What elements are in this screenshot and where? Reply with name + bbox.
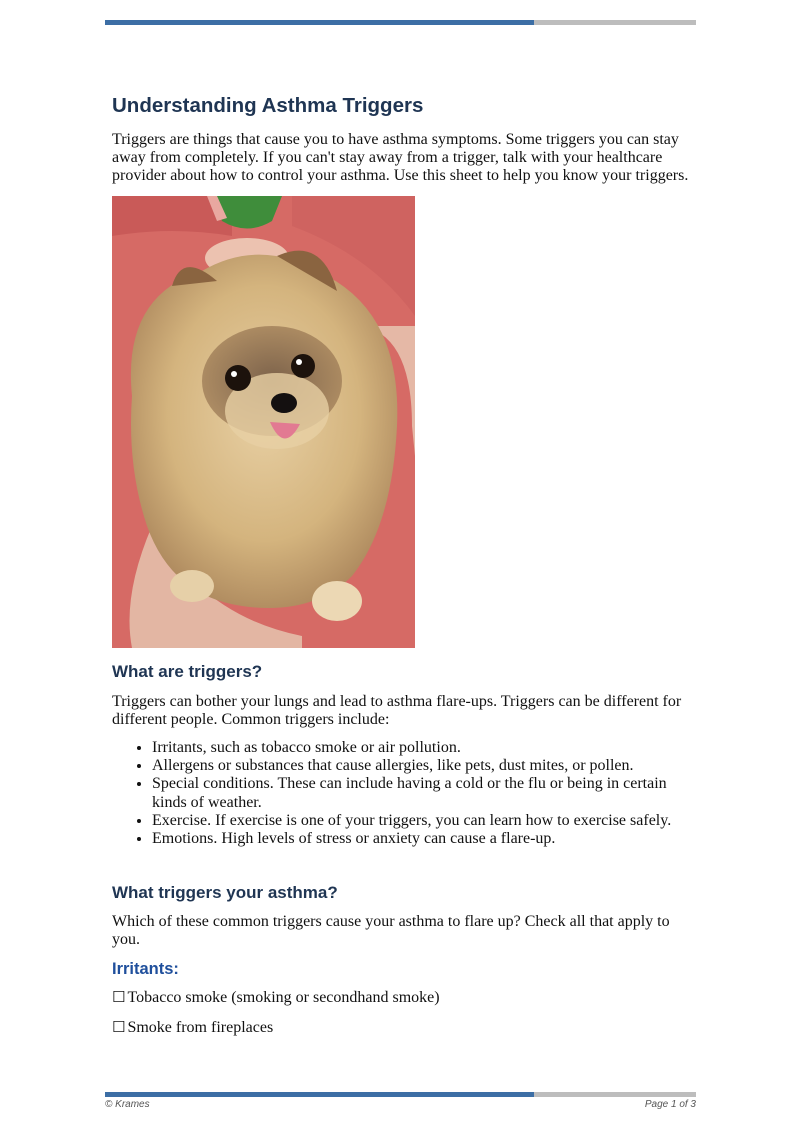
dog-illustration [112,196,415,648]
page-title: Understanding Asthma Triggers [112,94,424,117]
checkbox-icon[interactable]: ☐ [112,987,126,1006]
page-number: Page 1 of 3 [644,1099,696,1110]
list-item: • Special conditions. These can include having a cold or the flu or being in certain kinds of weather. [152,775,692,811]
footer-rule-blue [105,1092,534,1097]
list-item: • Emotions. High levels of stress or anxiety can cause a flare-up. [152,830,692,848]
subheading-irritants: Irritants: [112,959,179,978]
triggers-list [112,739,692,848]
pomeranian-photo [112,196,415,648]
list-item: • Allergens or substances that cause allergies, like pets, dust mites, or pollen. [152,757,692,775]
checklist-item [112,1018,692,1037]
triggers-paragraph: Triggers can bother your lungs and lead to asthma flare-ups. Triggers can be different for different people. Common triggers include: [112,692,682,728]
header-rule [105,20,696,25]
checklist-instructions: Which of these common triggers cause your asthma to flare up? Check all that apply to you. [112,913,670,949]
section-heading-what-are-triggers: What are triggers? [112,661,263,681]
footer-rule [105,1092,696,1097]
copyright-text: © Krames [105,1099,150,1110]
document-body [112,92,692,1048]
header-rule-blue [105,20,534,25]
list-item: • Exercise. If exercise is one of your triggers, you can learn how to exercise safely. [152,812,692,830]
checkbox-icon[interactable]: ☐ [112,1017,126,1036]
header-rule-gray [534,20,696,25]
checklist-item-label: Smoke from fireplaces [127,1018,274,1036]
intro-paragraph: Triggers are things that cause you to have asthma symptoms. Some triggers you can stay away from completely. If you can't stay away from a trigger, talk with your healthcare provider about how to control your asthma. Use this sheet to help you know your triggers. [112,131,689,185]
list-item: • Irritants, such as tobacco smoke or air pollution. [152,739,692,757]
checklist-item-label: Tobacco smoke (smoking or secondhand smoke) [127,988,440,1006]
footer-rule-gray [534,1092,696,1097]
checklist-item [112,988,692,1007]
section-heading-what-triggers-your-asthma: What triggers your asthma? [112,883,338,903]
